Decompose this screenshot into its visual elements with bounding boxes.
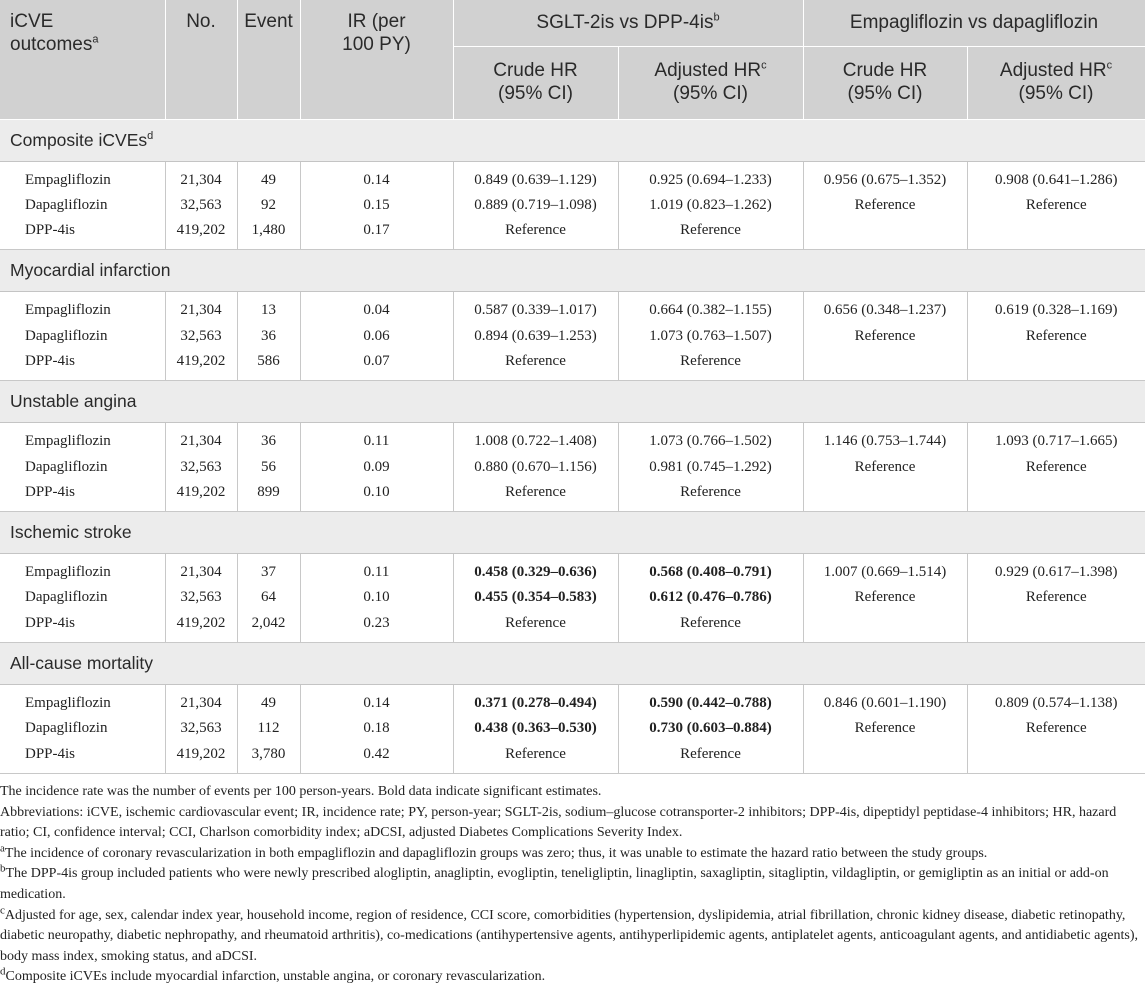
cell-incidence-rate: 0.11 xyxy=(363,564,390,581)
cell-drug-name: DPP-4is xyxy=(25,483,76,500)
cell-event-count: 49 xyxy=(261,695,276,712)
cell-drug-name: Dapagliflozin xyxy=(25,720,108,737)
cell-g2-crude-hr xyxy=(804,611,967,636)
cell-drug-name: Empagliflozin xyxy=(25,564,111,581)
section-title: All-cause mortality xyxy=(0,643,1145,685)
section-title: Ischemic stroke xyxy=(0,512,1145,554)
cell-g2-crude-hr: 0.956 (0.675–1.352) xyxy=(823,171,947,188)
column-g2-crude-hr xyxy=(803,685,967,774)
cell-g2-adjusted-hr: 0.809 (0.574–1.138) xyxy=(995,695,1118,712)
cell-count-no: 32,563 xyxy=(180,720,222,737)
cell-count-no: 21,304 xyxy=(180,564,222,581)
column-g1-adjusted-hr xyxy=(618,554,803,643)
cell-count-no: 21,304 xyxy=(180,433,222,450)
column-g1-adjusted-hr xyxy=(618,292,803,381)
cell-g2-adjusted-hr: 0.619 (0.328–1.169) xyxy=(995,302,1118,319)
cell-drug-name: Dapagliflozin xyxy=(25,589,108,606)
footnote-c: $^c$Adjusted for age, sex, calendar index year, household income, region of residence, CCI score, comorbidities (hypertension, dyslipidemia, atrial fibrillation, chronic kidney disease, diabetic retinopathy, diabetic neuropathy, diabetic nephropathy, and rheumatoid arthritis), co-medications (antihypertensive agents, antihyperlipidemic agents, antiplatelet agents, anticoagulant agents, and antidiabetic agents), body mass index, smoking status, and aDCSI. xyxy=(0,903,1139,964)
cell-event-count: 92 xyxy=(261,196,276,213)
cell-count-no: 32,563 xyxy=(180,589,222,606)
cell-event-count: 2,042 xyxy=(251,614,286,631)
cell-incidence-rate: 0.11 xyxy=(363,433,390,450)
cell-event-count: 13 xyxy=(261,302,276,319)
cell-count-no: 32,563 xyxy=(180,458,222,475)
cell-count-no: 419,202 xyxy=(176,483,226,500)
footnote-incidence: The incidence rate was the number of events per 100 person-years. Bold data indicate significant estimates. xyxy=(0,783,602,799)
cell-g1-crude-hr: 0.438 (0.363–0.530) xyxy=(474,720,597,737)
cell-g2-adjusted-hr xyxy=(968,742,1146,767)
column-g1-crude-hr xyxy=(453,292,618,381)
cell-g1-crude-hr: 0.458 (0.329–0.636) xyxy=(474,564,597,581)
section-rows xyxy=(0,292,1145,381)
column-event-count xyxy=(237,554,300,643)
cell-g1-crude-hr: 0.894 (0.639–1.253) xyxy=(474,327,597,344)
cell-drug-name: Empagliflozin xyxy=(25,695,111,712)
cell-g1-crude-hr: Reference xyxy=(505,614,566,631)
cell-g1-adjusted-hr: 0.925 (0.694–1.233) xyxy=(649,171,772,188)
cell-event-count: 899 xyxy=(257,483,280,500)
header-no: No. xyxy=(165,0,237,119)
cell-g1-adjusted-hr: 0.612 (0.476–0.786) xyxy=(649,589,772,606)
cell-count-no: 21,304 xyxy=(180,302,222,319)
cell-incidence-rate: 0.06 xyxy=(363,327,390,344)
cell-g1-crude-hr: 0.587 (0.339–1.017) xyxy=(474,302,597,319)
cell-g1-adjusted-hr: 0.590 (0.442–0.788) xyxy=(649,695,772,712)
section-title: Composite iCVEs$^d$ xyxy=(0,119,1145,161)
column-count-no xyxy=(165,292,237,381)
cell-g2-crude-hr: 0.656 (0.348–1.237) xyxy=(823,302,947,319)
cell-g1-crude-hr: Reference xyxy=(505,745,566,762)
column-g1-adjusted-hr xyxy=(618,685,803,774)
header-g1-crude-hr: Crude HR (95% CI) xyxy=(453,46,618,119)
cell-drug-name: DPP-4is xyxy=(25,352,76,369)
cell-g1-adjusted-hr: 0.981 (0.745–1.292) xyxy=(649,458,772,475)
cell-count-no: 32,563 xyxy=(180,327,222,344)
table-body xyxy=(0,119,1145,773)
cell-g1-crude-hr: 1.008 (0.722–1.408) xyxy=(474,433,597,450)
cell-incidence-rate: 0.15 xyxy=(363,196,390,213)
cell-event-count: 36 xyxy=(261,433,276,450)
column-g2-adjusted-hr xyxy=(967,554,1145,643)
cell-count-no: 21,304 xyxy=(180,171,222,188)
cell-g2-adjusted-hr: Reference xyxy=(1025,589,1087,606)
cell-g2-crude-hr: Reference xyxy=(854,196,916,213)
header-g1-adjusted-hr: Adjusted $HR^c$ (95% CI) xyxy=(618,46,803,119)
table-header xyxy=(0,0,1145,119)
column-g1-crude-hr xyxy=(453,423,618,512)
column-g2-crude-hr xyxy=(803,554,967,643)
column-count-no xyxy=(165,423,237,512)
cell-g2-crude-hr: Reference xyxy=(854,589,916,606)
column-g1-crude-hr xyxy=(453,161,618,250)
section-header xyxy=(0,643,1145,685)
cell-g2-crude-hr: 0.846 (0.601–1.190) xyxy=(823,695,947,712)
cell-g1-crude-hr: Reference xyxy=(505,222,566,239)
column-event-count xyxy=(237,685,300,774)
section-title: Unstable angina xyxy=(0,381,1145,423)
cell-g1-adjusted-hr: Reference xyxy=(680,745,741,762)
cell-drug-name: Empagliflozin xyxy=(25,433,111,450)
column-drug-name xyxy=(0,292,165,381)
column-event-count xyxy=(237,292,300,381)
cell-g2-adjusted-hr: 0.929 (0.617–1.398) xyxy=(995,564,1118,581)
cell-g1-crude-hr: Reference xyxy=(505,352,566,369)
footnote-a: $^a$The incidence of coronary revascularization in both empagliflozin and dapagliflozin groups was zero; thus, it was unable to estimate the hazard ratio between the study groups. xyxy=(0,842,988,861)
cell-event-count: 3,780 xyxy=(251,745,286,762)
cell-g1-adjusted-hr: 0.568 (0.408–0.791) xyxy=(649,564,772,581)
header-g2-adjusted-hr: Adjusted $HR^c$ (95% CI) xyxy=(967,46,1145,119)
cell-event-count: 37 xyxy=(261,564,276,581)
column-g2-adjusted-hr xyxy=(967,685,1145,774)
column-g1-adjusted-hr xyxy=(618,161,803,250)
section-rows xyxy=(0,423,1145,512)
cell-count-no: 419,202 xyxy=(176,222,226,239)
cell-count-no: 419,202 xyxy=(176,352,226,369)
cell-incidence-rate: 0.14 xyxy=(363,695,390,712)
cell-count-no: 32,563 xyxy=(180,196,222,213)
cell-g1-adjusted-hr: Reference xyxy=(680,222,741,239)
column-drug-name xyxy=(0,685,165,774)
section-rows xyxy=(0,554,1145,643)
column-incidence-rate xyxy=(300,423,453,512)
cell-g2-crude-hr: Reference xyxy=(854,720,916,737)
cell-incidence-rate: 0.14 xyxy=(363,171,390,188)
header-event: Event xyxy=(237,0,300,119)
section-title: Myocardial infarction xyxy=(0,250,1145,292)
column-g1-crude-hr xyxy=(453,554,618,643)
cell-g2-adjusted-hr: Reference xyxy=(1025,327,1087,344)
cell-incidence-rate: 0.42 xyxy=(363,745,390,762)
column-count-no xyxy=(165,554,237,643)
cell-g1-adjusted-hr: 1.019 (0.823–1.262) xyxy=(649,196,772,213)
cell-incidence-rate: 0.10 xyxy=(363,483,390,500)
cell-g1-adjusted-hr: 1.073 (0.766–1.502) xyxy=(649,433,772,450)
column-drug-name xyxy=(0,423,165,512)
section-header xyxy=(0,381,1145,423)
cell-incidence-rate: 0.10 xyxy=(363,589,390,606)
cell-g2-adjusted-hr xyxy=(968,349,1146,374)
cell-g2-adjusted-hr xyxy=(968,480,1146,505)
column-g2-adjusted-hr xyxy=(967,423,1145,512)
column-event-count xyxy=(237,161,300,250)
column-g2-adjusted-hr xyxy=(967,292,1145,381)
header-group-sglt2-vs-dpp4: SGLT-2is vs DPP-$4is^b$ xyxy=(453,0,803,46)
column-g1-adjusted-hr xyxy=(618,423,803,512)
cell-g1-crude-hr: 0.880 (0.670–1.156) xyxy=(474,458,597,475)
footnote-b: $^b$The DPP-4is group included patients who were newly prescribed alogliptin, anagliptin, evogliptin, teneligliptin, linagliptin, saxagliptin, sitagliptin, vildagliptin, or gemigliptin as an initial or add-on medication. xyxy=(0,862,1109,902)
cell-g1-adjusted-hr: 1.073 (0.763–1.507) xyxy=(649,327,772,344)
cell-drug-name: DPP-4is xyxy=(25,222,76,239)
column-g2-crude-hr xyxy=(803,423,967,512)
cell-drug-name: Dapagliflozin xyxy=(25,327,108,344)
cell-drug-name: Dapagliflozin xyxy=(25,458,108,475)
section-header xyxy=(0,119,1145,161)
cell-event-count: 586 xyxy=(257,352,280,369)
cell-drug-name: Empagliflozin xyxy=(25,302,111,319)
column-incidence-rate xyxy=(300,685,453,774)
column-g2-adjusted-hr xyxy=(967,161,1145,250)
cell-g1-crude-hr: 0.849 (0.639–1.129) xyxy=(474,171,597,188)
column-g2-crude-hr xyxy=(803,292,967,381)
cell-g2-adjusted-hr: 1.093 (0.717–1.665) xyxy=(995,433,1118,450)
cell-incidence-rate: 0.04 xyxy=(363,302,390,319)
cell-g1-adjusted-hr: Reference xyxy=(680,352,741,369)
column-incidence-rate xyxy=(300,292,453,381)
column-count-no xyxy=(165,161,237,250)
table-footnotes xyxy=(0,774,1145,988)
column-event-count xyxy=(237,423,300,512)
cell-incidence-rate: 0.18 xyxy=(363,720,390,737)
cell-g1-crude-hr: 0.455 (0.354–0.583) xyxy=(474,589,597,606)
cell-event-count: 112 xyxy=(257,720,280,737)
footnote-abbreviations: Abbreviations: iCVE, ischemic cardiovascular event; IR, incidence rate; PY, person-year; SGLT-2is, sodium–glucose cotransporter-2 inhibitors; DPP-4is, dipeptidyl peptidase-4 inhibitors; HR, hazard ratio; CI, confidence interval; CCI, Charlson comorbidity index; aDCSI, adjusted Diabetes Complications Severity Index. xyxy=(0,804,1117,841)
cell-g1-crude-hr: Reference xyxy=(505,483,566,500)
cell-drug-name: DPP-4is xyxy=(25,614,76,631)
cell-event-count: 1,480 xyxy=(251,222,286,239)
cell-event-count: 64 xyxy=(261,589,276,606)
header-outcomes: iCVE outcomes$^a$ xyxy=(0,0,165,119)
section-rows xyxy=(0,685,1145,774)
footnote-d: $^d$Composite iCVEs include myocardial infarction, unstable angina, or coronary revascularization. xyxy=(0,965,546,985)
column-incidence-rate xyxy=(300,161,453,250)
cell-event-count: 49 xyxy=(261,171,276,188)
cell-g2-adjusted-hr xyxy=(968,611,1146,636)
column-g1-crude-hr xyxy=(453,685,618,774)
cell-drug-name: Dapagliflozin xyxy=(25,196,108,213)
cell-count-no: 419,202 xyxy=(176,614,226,631)
cell-count-no: 419,202 xyxy=(176,745,226,762)
header-ir: IR (per 100 PY) xyxy=(300,0,453,119)
section-rows xyxy=(0,161,1145,250)
cell-g2-crude-hr xyxy=(804,349,967,374)
column-drug-name xyxy=(0,161,165,250)
cell-g1-adjusted-hr: Reference xyxy=(680,483,741,500)
cell-g1-adjusted-hr: 0.664 (0.382–1.155) xyxy=(649,302,772,319)
section-header xyxy=(0,512,1145,554)
cell-g2-adjusted-hr: Reference xyxy=(1025,196,1087,213)
column-g2-crude-hr xyxy=(803,161,967,250)
cell-event-count: 36 xyxy=(261,327,276,344)
cell-event-count: 56 xyxy=(261,458,276,475)
cell-g2-crude-hr xyxy=(804,218,967,243)
cell-incidence-rate: 0.17 xyxy=(363,222,390,239)
cell-g2-adjusted-hr: Reference xyxy=(1025,720,1087,737)
cell-incidence-rate: 0.09 xyxy=(363,458,390,475)
cell-count-no: 21,304 xyxy=(180,695,222,712)
cell-g1-adjusted-hr: 0.730 (0.603–0.884) xyxy=(649,720,772,737)
cell-g2-crude-hr xyxy=(804,480,967,505)
cell-g2-adjusted-hr xyxy=(968,218,1146,243)
cell-g2-adjusted-hr: Reference xyxy=(1025,458,1087,475)
cell-g1-adjusted-hr: Reference xyxy=(680,614,741,631)
cell-g2-crude-hr: 1.007 (0.669–1.514) xyxy=(823,564,947,581)
header-group-empa-vs-dapa: Empagliflozin vs dapagliflozin xyxy=(803,0,1145,46)
cell-g2-crude-hr: 1.146 (0.753–1.744) xyxy=(823,433,947,450)
cell-incidence-rate: 0.23 xyxy=(363,614,390,631)
cell-g2-crude-hr xyxy=(804,742,967,767)
cell-drug-name: Empagliflozin xyxy=(25,171,111,188)
section-header xyxy=(0,250,1145,292)
cell-g2-adjusted-hr: 0.908 (0.641–1.286) xyxy=(995,171,1118,188)
column-count-no xyxy=(165,685,237,774)
cell-g2-crude-hr: Reference xyxy=(854,458,916,475)
column-drug-name xyxy=(0,554,165,643)
cell-g1-crude-hr: 0.371 (0.278–0.494) xyxy=(474,695,597,712)
cell-g2-crude-hr: Reference xyxy=(854,327,916,344)
column-incidence-rate xyxy=(300,554,453,643)
cell-incidence-rate: 0.07 xyxy=(363,352,390,369)
cell-drug-name: DPP-4is xyxy=(25,745,76,762)
header-g2-crude-hr: Crude HR (95% CI) xyxy=(803,46,967,119)
cell-g1-crude-hr: 0.889 (0.719–1.098) xyxy=(474,196,597,213)
